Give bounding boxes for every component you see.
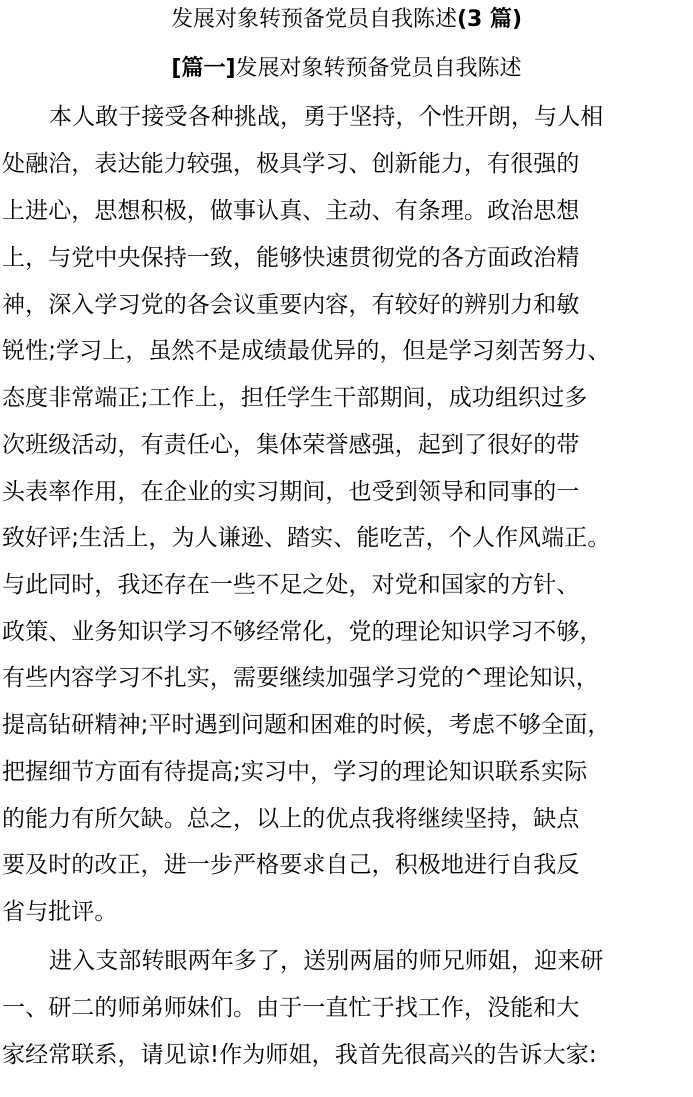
paragraph-line: 上进心，思想积极，做事认真、主动、有条理。政治思想 <box>2 198 580 224</box>
paragraph-line: 省与批评。 <box>2 899 118 925</box>
document-title <box>0 5 693 35</box>
paragraph-line: 本人敢于接受各种挑战，勇于坚持，个性开朗，与人相 <box>49 104 604 130</box>
paragraph-line: 锐性;学习上，虽然不是成绩最优异的，但是学习刻苦努力、 <box>2 338 611 364</box>
paragraph-line: 一、研二的师弟师妹们。由于一直忙于找工作，没能和大 <box>2 995 580 1021</box>
document-title-count: (3 篇) <box>456 7 523 32</box>
paragraph-line: 处融洽，表达能力较强，极具学习、创新能力，有很强的 <box>2 151 580 177</box>
section-title-prefix: [篇一] <box>171 56 236 81</box>
paragraph-line: 与此同时，我还存在一些不足之处，对党和国家的方针、 <box>2 572 580 598</box>
paragraph-line: 头表率作用，在企业的实习期间，也受到领导和同事的一 <box>2 479 580 505</box>
paragraph-line: 态度非常端正;工作上，担任学生干部期间，成功组织过多 <box>2 385 588 411</box>
paragraph-line: 上，与党中央保持一致，能够快速贯彻党的各方面政治精 <box>2 245 580 271</box>
paragraph-line: 要及时的改正，进一步严格要求自己，积极地进行自我反 <box>2 852 580 878</box>
paragraph-line: 进入支部转眼两年多了，送别两届的师兄师姐，迎来研 <box>49 948 604 974</box>
paragraph-line: 把握细节方面有待提高;实习中，学习的理论知识联系实际 <box>2 759 588 785</box>
section-title <box>0 54 693 84</box>
document-title-text: 发展对象转预备党员自我陈述 <box>170 7 457 32</box>
paragraph-line: 次班级活动，有责任心，集体荣誉感强，起到了很好的带 <box>2 432 580 458</box>
paragraph-line: 的能力有所欠缺。总之，以上的优点我将继续坚持，缺点 <box>2 806 580 832</box>
paragraph-line: 家经常联系，请见谅!作为师姐，我首先很高兴的告诉大家: <box>2 1042 597 1068</box>
paragraph-line: 神，深入学习党的各会议重要内容，有较好的辨别力和敏 <box>2 292 580 318</box>
paragraph-line: 提高钻研精神;平时遇到问题和困难的时候，考虑不够全面， <box>2 712 611 738</box>
paragraph-line: 有些内容学习不扎实，需要继续加强学习党的^理论知识， <box>2 665 599 691</box>
section-title-text: 发展对象转预备党员自我陈述 <box>235 56 522 81</box>
paragraph-line: 致好评;生活上，为人谦逊、踏实、能吃苦，个人作风端正。 <box>2 525 611 551</box>
paragraph-line: 政策、业务知识学习不够经常化，党的理论知识学习不够， <box>2 619 603 645</box>
